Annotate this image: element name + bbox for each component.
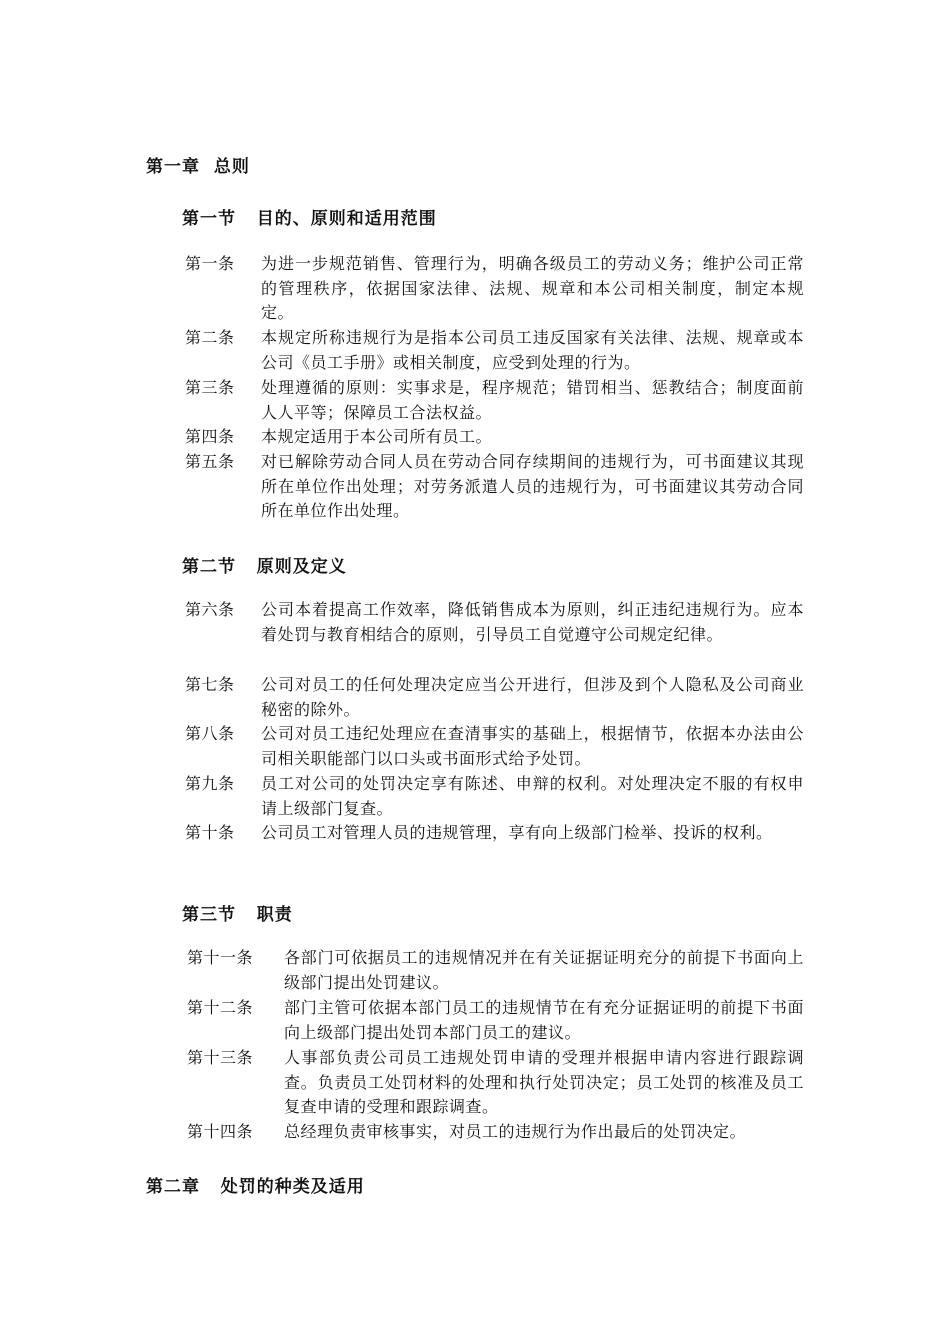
article-text: 本规定所称违规行为是指本公司员工违反国家有关法律、法规、规章或本公司《员工手册》或相关制度，应受到处理的行为。 bbox=[261, 328, 804, 372]
article-text: 员工对公司的处罚决定享有陈述、申辩的权利。对处理决定不服的有权申请上级部门复查。 bbox=[261, 774, 804, 818]
article-number: 第一条 bbox=[185, 254, 235, 273]
article-text: 为进一步规范销售、管理行为，明确各级员工的劳动义务；维护公司正常的管理秩序，依据国家法律、法规、规章和本公司相关制度，制定本规定。 bbox=[261, 254, 804, 322]
article-number: 第十一条 bbox=[187, 948, 254, 967]
article-number: 第十三条 bbox=[187, 1048, 254, 1067]
article-text: 公司对员工的任何处理决定应当公开进行，但涉及到个人隐私及公司商业秘密的除外。 bbox=[261, 675, 804, 719]
article-text: 人事部负责公司员工违规处罚申请的受理并根据申请内容进行跟踪调查。负责员工处罚材料的处理和执行处罚决定；员工处罚的核准及员工复查申请的受理和跟踪调查。 bbox=[284, 1048, 804, 1116]
article-number: 第六条 bbox=[185, 600, 235, 619]
article-number: 第二条 bbox=[185, 328, 235, 347]
section-heading: 第二节 原则及定义 bbox=[182, 557, 347, 577]
article-text: 公司对员工违纪处理应在查清事实的基础上，根据情节，依据本办法由公司相关职能部门以口头或书面形式给予处罚。 bbox=[261, 724, 804, 768]
article-text: 部门主管可依据本部门员工的违规情节在有充分证据证明的前提下书面向上级部门提出处罚本部门员工的建议。 bbox=[284, 998, 804, 1042]
article-text: 处理遵循的原则：实事求是，程序规范；错罚相当、惩教结合；制度面前人人平等；保障员工合法权益。 bbox=[261, 378, 804, 422]
article-text: 各部门可依据员工的违规情况并在有关证据证明充分的前提下书面向上级部门提出处罚建议。 bbox=[284, 948, 804, 992]
section-heading: 第三节 职责 bbox=[182, 905, 293, 925]
article-number: 第十条 bbox=[185, 823, 235, 842]
article-text: 对已解除劳动合同人员在劳动合同存续期间的违规行为，可书面建议其现所在单位作出处理；对劳务派遣人员的违规行为，可书面建议其劳动合同所在单位作出处理。 bbox=[261, 452, 804, 520]
chapter-heading: 第一章 总则 bbox=[146, 157, 250, 177]
chapter-heading: 第二章 处罚的种类及适用 bbox=[146, 1177, 365, 1197]
article-number: 第三条 bbox=[185, 378, 235, 397]
article-text: 公司员工对管理人员的违规管理，享有向上级部门检举、投诉的权利。 bbox=[261, 823, 773, 842]
article-number: 第八条 bbox=[185, 724, 235, 743]
article-number: 第九条 bbox=[185, 774, 235, 793]
article-number: 第十四条 bbox=[187, 1122, 254, 1141]
article-text: 总经理负责审核事实，对员工的违规行为作出最后的处罚决定。 bbox=[284, 1122, 747, 1141]
article-number: 第四条 bbox=[185, 427, 235, 446]
section-heading: 第一节 目的、原则和适用范围 bbox=[182, 209, 437, 229]
article-number: 第十二条 bbox=[187, 998, 254, 1017]
article-text: 本规定适用于本公司所有员工。 bbox=[261, 427, 493, 446]
article-number: 第五条 bbox=[185, 452, 235, 471]
article-number: 第七条 bbox=[185, 675, 235, 694]
article-text: 公司本着提高工作效率，降低销售成本为原则，纠正违纪违规行为。应本着处罚与教育相结合的原则，引导员工自觉遵守公司规定纪律。 bbox=[261, 600, 804, 644]
